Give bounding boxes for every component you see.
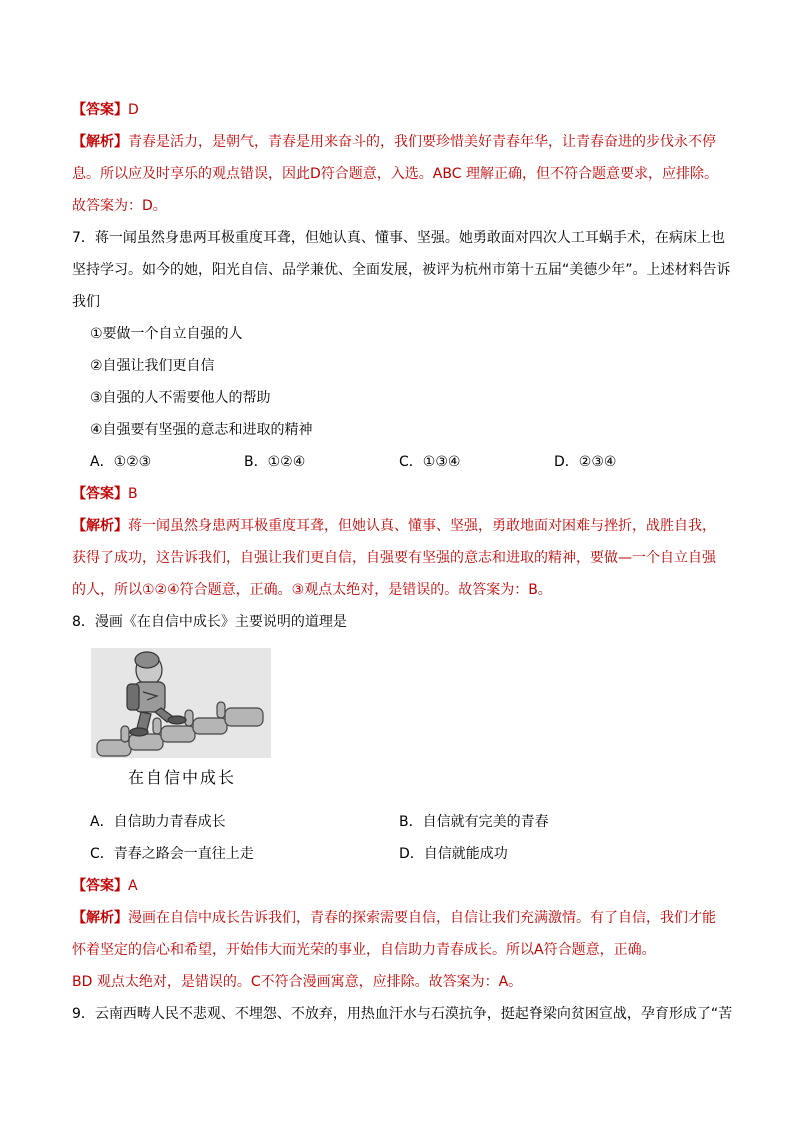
explanation-6-line-3: 故答案为：D。 bbox=[72, 198, 167, 214]
answer-value: D bbox=[128, 102, 139, 118]
option-a: A．自信助力青春成长 bbox=[90, 814, 226, 830]
question-7-item: ③自强的人不需要他人的帮助 bbox=[90, 390, 271, 406]
option-c: C．青春之路会一直往上走 bbox=[90, 846, 254, 862]
cartoon-caption: 在自信中成长 bbox=[128, 768, 237, 787]
answer-tag: 【答案】 bbox=[72, 486, 128, 502]
answer-6 bbox=[72, 100, 139, 120]
explanation-tag: 【解析】 bbox=[72, 518, 128, 534]
answer-value: A bbox=[128, 878, 138, 894]
explanation-8-line-2: 怀着坚定的信心和希望，开始伟大而光荣的事业，自信助力青春成长。所以A符合题意，正确。 bbox=[72, 942, 656, 958]
answer-7 bbox=[72, 484, 138, 504]
question-7-line-3: 我们 bbox=[72, 294, 100, 310]
option-d: D．自信就能成功 bbox=[399, 846, 508, 862]
answer-8 bbox=[72, 876, 138, 896]
explanation-tag: 【解析】 bbox=[72, 134, 128, 150]
explanation-8-line-3: BD 观点太绝对，是错误的。C不符合漫画寓意，应排除。故答案为：A。 bbox=[72, 974, 523, 990]
answer-tag: 【答案】 bbox=[72, 878, 128, 894]
option-a: A．①②③ bbox=[90, 454, 152, 470]
option-d: D．②③④ bbox=[554, 454, 617, 470]
option-b: B．①②④ bbox=[244, 454, 306, 470]
explanation-6-line-2: 息。所以应及时享乐的观点错误，因此D符合题意，入选。ABC 理解正确，但不符合题意要求，应排除。 bbox=[72, 166, 718, 182]
explanation-7-line-1: 【解析】蒋一闻虽然身患两耳极重度耳聋，但她认真、懂事、坚强，勇敢地面对困难与挫折，战胜自我， bbox=[72, 518, 716, 534]
question-7-item: ①要做一个自立自强的人 bbox=[90, 326, 243, 342]
explanation-6-line-1: 【解析】青春是活力，是朝气，青春是用来奋斗的，我们要珍惜美好青春年华，让青春奋进的步伐永不停 bbox=[72, 134, 716, 150]
answer-value: B bbox=[128, 486, 138, 502]
option-b: B．自信就有完美的青春 bbox=[399, 814, 549, 830]
explanation-tag: 【解析】 bbox=[72, 910, 128, 926]
question-9-line-1: 9．云南西畴人民不悲观、不埋怨、不放弃，用热血汗水与石漠抗争，挺起脊梁向贫困宣战，孕育形成了“苦 bbox=[72, 1006, 733, 1022]
explanation-7-line-3: 的人，所以①②④符合题意，正确。③观点太绝对，是错误的。故答案为：B。 bbox=[72, 582, 552, 598]
option-c: C．①③④ bbox=[399, 454, 461, 470]
question-7-line-1: 7．蒋一闻虽然身患两耳极重度耳聋，但她认真、懂事、坚强。她勇敢面对四次人工耳蜗手术，在病床上也 bbox=[72, 230, 725, 246]
question-7-line-2: 坚持学习。如今的她，阳光自信、品学兼优、全面发展，被评为杭州市第十五届“美德少年”。上述材料告诉 bbox=[72, 262, 731, 278]
question-7-item: ④自强要有坚强的意志和进取的精神 bbox=[90, 422, 313, 438]
question-8-line-1: 8．漫画《在自信中成长》主要说明的道理是 bbox=[72, 614, 347, 630]
answer-tag: 【答案】 bbox=[72, 102, 128, 118]
explanation-8-line-1: 【解析】漫画在自信中成长告诉我们，青春的探索需要自信，自信让我们充满激情。有了自信，我们才能 bbox=[72, 910, 716, 926]
explanation-7-line-2: 获得了成功，这告诉我们，自强让我们更自信，自强要有坚强的意志和进取的精神，要做—一个自立自强 bbox=[72, 550, 716, 566]
question-7-item: ②自强让我们更自信 bbox=[90, 358, 215, 374]
